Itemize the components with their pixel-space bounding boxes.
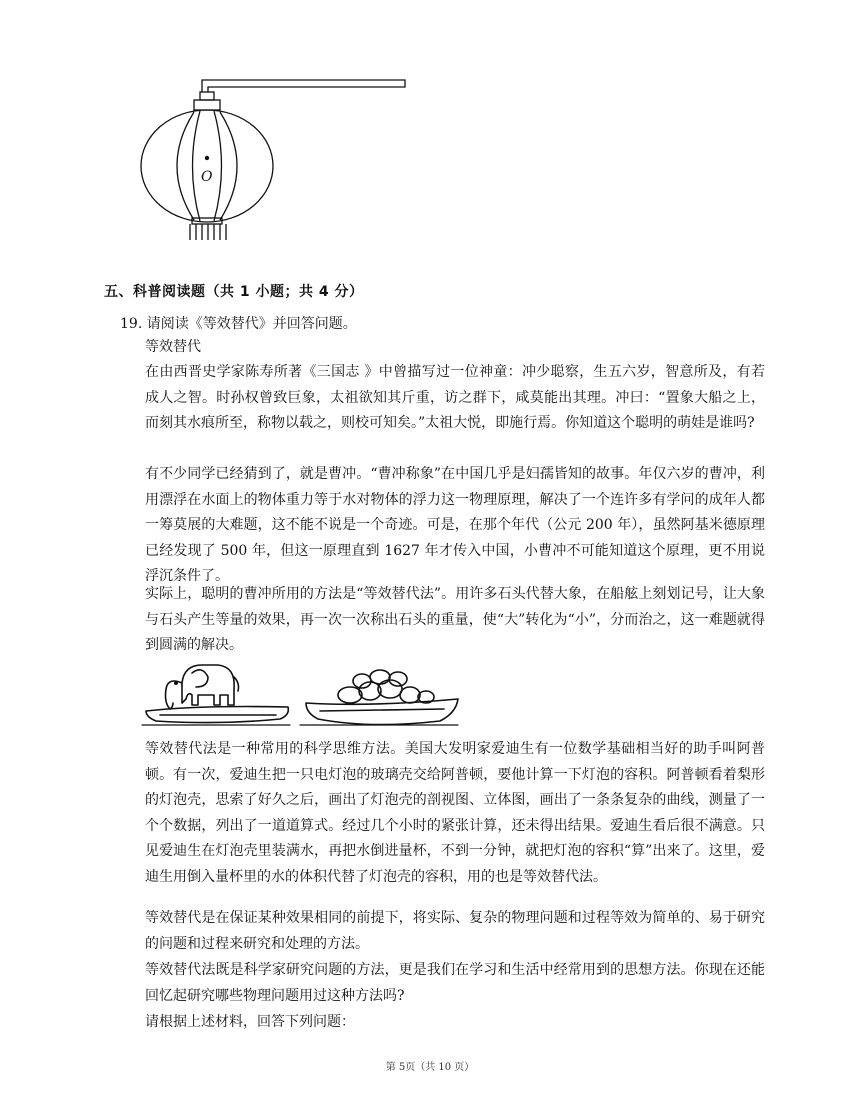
paragraph: 在由西晋史学家陈寿所著《三国志 》中曾描写过一位神童：冲少聪察，生五六岁，智意所及，有若成人之智。时孙权曾致巨象，太祖欲知其斤重，访之群下，咸莫能出其理。冲曰：“置象大船之上，而刻其水痕所至，称物以载之，则校可知矣。”太祖大悦，即施行焉。你知道这个聪明的萌娃是谁吗? (145, 364, 765, 431)
center-label: O (201, 169, 213, 185)
elephant-boat-illustration (140, 655, 460, 730)
center-point (205, 156, 209, 160)
paragraph: 等效替代是在保证某种效果相同的前提下，将实际、复杂的物理问题和过程等效为简单的、易于研究的问题和过程来研究和处理的方法。 (145, 910, 765, 952)
paragraph: 有不少同学已经猜到了，就是曹冲。“曹冲称象”在中国几乎是妇孺皆知的故事。年仅六岁的曹冲，利用漂浮在水面上的物体重力等于水对物体的浮力这一物理原理，解决了一个连许多有学问的成年人都一筹莫展的大难题，这不能不说是一个奇迹。可是，在那个年代（公元 200 年），虽然阿基米德原理已经发现了 500 年，但这一原理直到 1627 年才传入中国，小曹冲不可能知道这个原理，更不用说浮沉条件了。 (145, 466, 765, 584)
page-footer: 第 5页（共 10 页） (385, 1062, 475, 1073)
paragraph: 等效替代法是一种常用的科学思维方法。美国大发明家爱迪生有一位数学基础相当好的助手叫阿普顿。有一次，爱迪生把一只电灯泡的玻璃壳交给阿普顿，要他计算一下灯泡的容积。阿普顿看着梨形的灯泡壳，思索了好久之后，画出了灯泡壳的剖视图、立体图，画出了一条条复杂的曲线，测量了一个个数据，列出了一道道算式。经过几个小时的紧张计算，还未得出结果。爱迪生看后很不满意。只见爱迪生在灯泡壳里装满水，再把水倒进量杯，不到一分钟，就把灯泡的容积“算”出来了。这里，爱迪生用倒入量杯里的水的体积代替了灯泡壳的容积，用的也是等效替代法。 (145, 741, 765, 885)
paragraph: 请根据上述材料，回答下列问题： (145, 1014, 355, 1030)
paragraph: 等效替代法既是科学家研究问题的方法，更是我们在学习和生活中经常用到的思想方法。你现在还能回忆起研究哪些物理问题用过这种方法吗? (145, 962, 765, 1004)
lantern-figure (130, 70, 420, 250)
elephant-icon (182, 665, 234, 705)
article-title: 等效替代 (145, 339, 201, 355)
boat-icon (306, 699, 458, 725)
stones-icon (338, 670, 434, 703)
question-title: 19. 请阅读《等效替代》并回答问题。 (120, 316, 357, 332)
paragraph: 实际上，聪明的曹冲所用的方法是“等效替代法”。用许多石头代替大象，在船舷上刻划记号，让大象与石头产生等量的效果，再一次一次称出石头的重量，使“大”转化为“小”，分而治之，这一难题就得到圆满的解决。 (145, 586, 765, 653)
section-heading: 五、科普阅读题（共 1 小题；共 4 分） (104, 284, 364, 300)
